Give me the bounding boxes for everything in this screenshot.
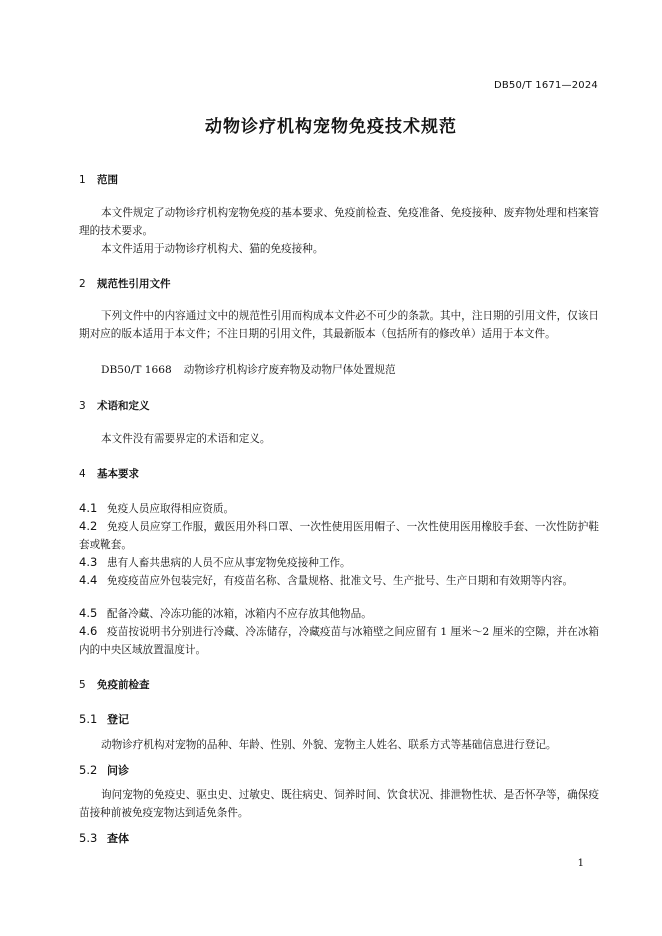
item-text: 配备冷藏、冷冻功能的冰箱，冰箱内不应存放其他物品。 <box>107 608 372 620</box>
subsection-heading-5-2 <box>79 762 129 778</box>
section-number: 1 <box>79 174 86 186</box>
section-number: 3 <box>79 400 86 412</box>
subsection-heading-5-1 <box>79 711 129 727</box>
subsection-title: 问诊 <box>107 764 129 777</box>
section-heading-1 <box>79 172 118 187</box>
section-title: 范围 <box>97 174 118 186</box>
item-number: 4.4 <box>79 573 98 587</box>
section-heading-4 <box>79 466 139 481</box>
subsection-title: 登记 <box>107 713 129 726</box>
section-title: 基本要求 <box>97 468 139 480</box>
item-text: 疫苗按说明书分别进行冷藏、冷冻储存，冷藏疫苗与冰箱壁之间应留有 1 厘米～2 厘米的空隙，并在冰箱内的中央区域放置温度计。 <box>79 626 599 656</box>
item-text: 免疫人员应穿工作服，戴医用外科口罩、一次性使用医用帽子、一次性使用医用橡胶手套、一次性防护鞋套或靴套。 <box>79 521 599 551</box>
page-number: 1 <box>577 858 584 869</box>
subsection-number: 5.2 <box>79 763 98 777</box>
paragraph: 下列文件中的内容通过文中的规范性引用而构成本文件必不可少的条款。其中，注日期的引用文件，仅该日期对应的版本适用于本文件；不注日期的引用文件，其最新版本（包括所有的修改单）适用于本文件。 <box>79 310 599 340</box>
item-text: 患有人畜共患病的人员不应从事宠物免疫接种工作。 <box>107 557 351 569</box>
paragraph: 本文件规定了动物诊疗机构宠物免疫的基本要求、免疫前检查、免疫准备、免疫接种、废弃物处理和档案管理的技术要求。 <box>79 207 599 237</box>
subsection-heading-5-3 <box>79 830 129 846</box>
reference-code: DB50/T 1668 <box>101 364 172 376</box>
section-heading-2 <box>79 276 171 291</box>
requirement-item <box>79 517 599 554</box>
subsection-number: 5.3 <box>79 831 98 845</box>
section-title: 免疫前检查 <box>97 679 150 691</box>
item-number: 4.2 <box>79 519 98 533</box>
section-heading-3 <box>79 398 150 413</box>
requirement-item <box>79 499 599 518</box>
item-text: 免疫人员应取得相应资质。 <box>107 503 235 515</box>
item-number: 4.3 <box>79 555 98 569</box>
paragraph: 动物诊疗机构对宠物的品种、年龄、性别、外貌、宠物主人姓名、联系方式等基础信息进行登记。 <box>101 739 557 751</box>
item-number: 4.1 <box>79 501 98 515</box>
document-title: 动物诊疗机构宠物免疫技术规范 <box>205 117 457 137</box>
item-text: 免疫疫苗应外包装完好，有疫苗名称、含量规格、批准文号、生产批号、生产日期和有效期等内容。 <box>107 575 574 587</box>
section-heading-5 <box>79 677 150 692</box>
reference-title: 动物诊疗机构诊疗废弃物及动物尸体处置规范 <box>183 364 396 376</box>
paragraph: 询问宠物的免疫史、驱虫史、过敏史、既往病史、饲养时间、饮食状况、排泄物性状、是否怀孕等，确保疫苗接种前被免疫宠物达到适免条件。 <box>79 789 599 819</box>
item-number: 4.6 <box>79 624 98 638</box>
section-title: 规范性引用文件 <box>97 278 171 290</box>
item-number: 4.5 <box>79 606 98 620</box>
requirement-item <box>79 571 599 590</box>
requirement-item <box>79 622 599 659</box>
requirement-item <box>79 604 599 623</box>
requirement-item <box>79 553 599 572</box>
document-code: DB50/T 1671—2024 <box>493 80 598 91</box>
paragraph: 本文件适用于动物诊疗机构犬、猫的免疫接种。 <box>101 243 324 255</box>
paragraph: 本文件没有需要界定的术语和定义。 <box>101 433 271 445</box>
section-number: 5 <box>79 679 86 691</box>
normative-reference <box>79 361 599 379</box>
section-title: 术语和定义 <box>97 400 150 412</box>
section-number: 4 <box>79 468 86 480</box>
subsection-title: 查体 <box>107 832 129 845</box>
section-number: 2 <box>79 278 86 290</box>
subsection-number: 5.1 <box>79 712 98 726</box>
